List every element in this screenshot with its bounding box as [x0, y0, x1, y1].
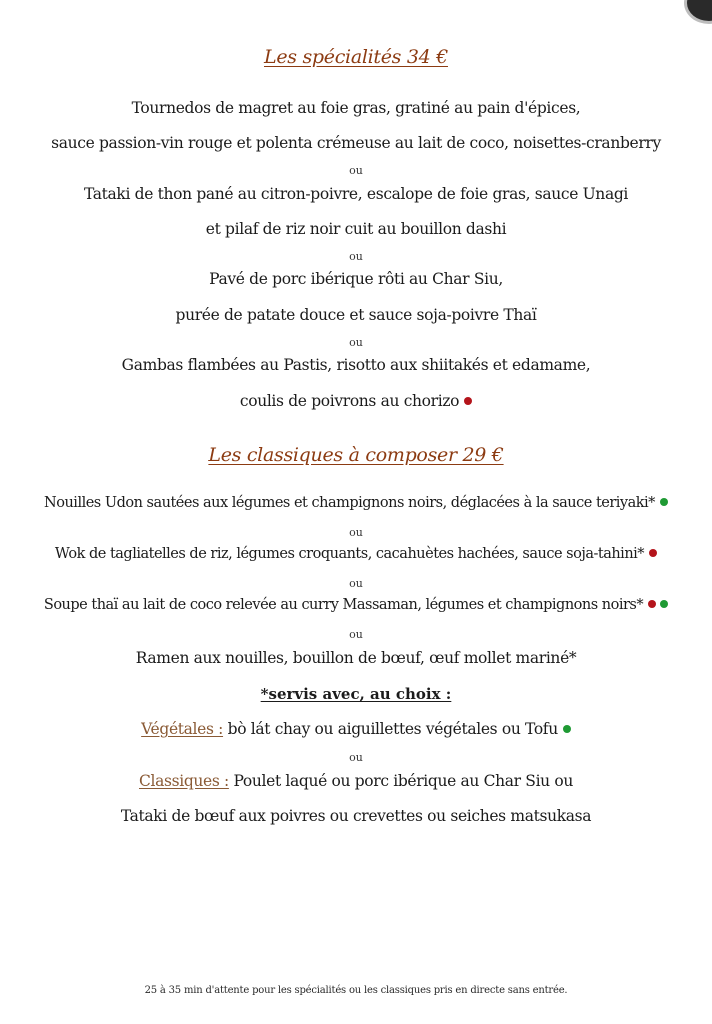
- separator-ou: ou: [349, 751, 363, 764]
- vegetales-text: bò lát chay ou aiguillettes végétales ou Tofu: [223, 720, 558, 738]
- vegetales-line: [0, 720, 712, 738]
- specialites-heading: Les spécialités 34 €: [264, 46, 448, 68]
- classiques-choice-line-2: Tataki de bœuf aux poivres ou crevettes ou seiches matsukasa: [120, 807, 592, 825]
- specialite-line: Gambas flambées au Pastis, risotto aux shiitakés et edamame,: [121, 356, 591, 374]
- classique-text: Nouilles Udon sautées aux légumes et champignons noirs, déglacées à la sauce teriyaki*: [44, 495, 655, 511]
- classique-text: Wok de tagliatelles de riz, légumes croquants, cacahuètes hachées, sauce soja-tahini*: [54, 546, 645, 562]
- separator-ou: ou: [349, 250, 363, 263]
- green-dot-icon: [563, 725, 571, 733]
- window-corner-button: [684, 0, 712, 24]
- classiques-label: Classiques :: [139, 772, 229, 790]
- classique-text: Soupe thaï au lait de coco relevée au curry Massaman, légumes et champignons noirs*: [43, 597, 644, 613]
- classique-line: [0, 597, 712, 613]
- classique-line: Ramen aux nouilles, bouillon de bœuf, œuf mollet mariné*: [135, 649, 577, 667]
- separator-ou: ou: [349, 628, 363, 641]
- red-dot-icon: [649, 549, 657, 557]
- red-dot-icon: [464, 397, 472, 405]
- specialite-line: Tournedos de magret au foie gras, gratiné au pain d'épices,: [131, 99, 581, 117]
- separator-ou: ou: [349, 164, 363, 177]
- separator-ou: ou: [349, 526, 363, 539]
- green-dot-icon: [660, 600, 668, 608]
- specialite-line-gambas: [0, 392, 712, 410]
- specialite-line: purée de patate douce et sauce soja-poivre Thaï: [175, 306, 537, 324]
- vegetales-label: Végétales :: [141, 720, 224, 738]
- separator-ou: ou: [349, 577, 363, 590]
- classiques-text: Poulet laqué ou porc ibérique au Char Siu ou: [228, 772, 573, 790]
- red-dot-icon: [648, 600, 656, 608]
- classique-line: [0, 495, 712, 511]
- specialite-line: Tataki de thon pané au citron-poivre, escalope de foie gras, sauce Unagi: [83, 185, 629, 203]
- green-dot-icon: [660, 498, 668, 506]
- classiques-heading: Les classiques à composer 29 €: [208, 444, 504, 466]
- specialite-text: coulis de poivrons au chorizo: [239, 392, 460, 410]
- separator-ou: ou: [349, 336, 363, 349]
- specialite-line: et pilaf de riz noir cuit au bouillon dashi: [205, 220, 507, 238]
- classiques-choice-line: [0, 772, 712, 790]
- specialite-line: sauce passion-vin rouge et polenta crémeuse au lait de coco, noisettes-cranberry: [51, 134, 661, 152]
- served-with-heading: *servis avec, au choix :: [260, 685, 452, 703]
- classique-line: [0, 546, 712, 562]
- specialite-line: Pavé de porc ibérique rôti au Char Siu,: [209, 270, 503, 288]
- footer-note: 25 à 35 min d'attente pour les spécialités ou les classiques pris en directe sans entrée.: [144, 985, 568, 996]
